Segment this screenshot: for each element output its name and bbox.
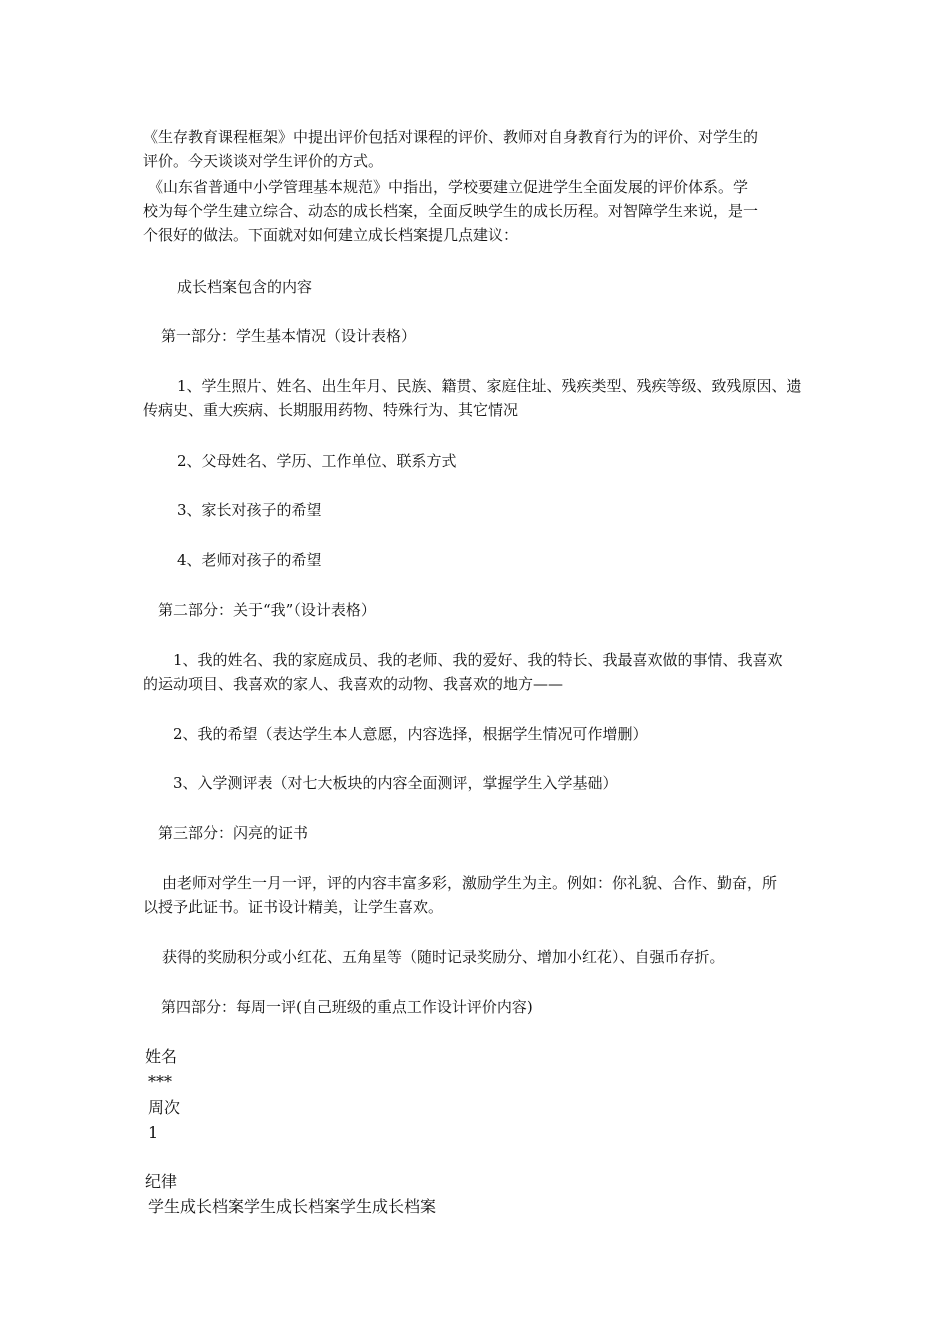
part1-title: 第一部分：学生基本情况（设计表格） (161, 327, 417, 345)
policy-paragraph-line-3: 个很好的做法。下面就对如何建立成长档案提几点建议： (143, 226, 519, 244)
part2-item3: 3、入学测评表（对七大板块的内容全面测评，掌握学生入学基础） (173, 774, 618, 792)
intro-paragraph-line-1: 《生存教育课程框架》中提出评价包括对课程的评价、教师对自身教育行为的评价、对学生的 (143, 128, 759, 146)
part2-item2: 2、我的希望（表达学生本人意愿，内容选择，根据学生情况可作增删） (173, 725, 648, 743)
part1-item2: 2、父母姓名、学历、工作单位、联系方式 (177, 452, 457, 470)
table-week-value: 1 (148, 1123, 159, 1142)
table-name-value: *** (148, 1072, 172, 1091)
policy-paragraph-line-2: 校为每个学生建立综合、动态的成长档案，全面反映学生的成长历程。对智障学生来说，是一 (143, 202, 759, 220)
part2-item1-line-2: 的运动项目、我喜欢的家人、我喜欢的动物、我喜欢的地方—— (143, 675, 564, 693)
part1-item1-line-1: 1、学生照片、姓名、出生年月、民族、籍贯、家庭住址、残疾类型、残疾等级、致残原因、遗 (177, 377, 802, 395)
table-name-label: 姓名 (145, 1047, 178, 1066)
table-footer-text: 学生成长档案学生成长档案学生成长档案 (148, 1197, 437, 1216)
part1-item1-line-2: 传病史、重大疾病、长期服用药物、特殊行为、其它情况 (143, 401, 519, 419)
part3-paragraph2: 获得的奖励积分或小红花、五角星等（随时记录奖励分、增加小红花）、自强币存折。 (162, 948, 725, 966)
policy-paragraph-line-1: 《山东省普通中小学管理基本规范》中指出，学校要建立促进学生全面发展的评价体系。学 (148, 178, 749, 196)
part2-item1-line-1: 1、我的姓名、我的家庭成员、我的老师、我的爱好、我的特长、我最喜欢做的事情、我喜欢 (173, 651, 783, 669)
contents-heading: 成长档案包含的内容 (177, 278, 313, 296)
part1-item3: 3、家长对孩子的希望 (177, 501, 322, 519)
part3-paragraph1-line-2: 以授予此证书。证书设计精美，让学生喜欢。 (143, 898, 444, 916)
table-week-label: 周次 (148, 1098, 181, 1117)
part3-title: 第三部分：闪亮的证书 (158, 824, 309, 842)
part1-item4: 4、老师对孩子的希望 (177, 551, 322, 569)
part4-title: 第四部分：每周一评(自己班级的重点工作设计评价内容) (161, 998, 533, 1016)
part3-paragraph1-line-1: 由老师对学生一月一评，评的内容丰富多彩，激励学生为主。例如：你礼貌、合作、勤奋，所 (162, 874, 778, 892)
intro-paragraph-line-2: 评价。今天谈谈对学生评价的方式。 (143, 152, 384, 170)
part2-title: 第二部分：关于“我”（设计表格） (158, 601, 376, 619)
table-discipline-label: 纪律 (145, 1172, 178, 1191)
